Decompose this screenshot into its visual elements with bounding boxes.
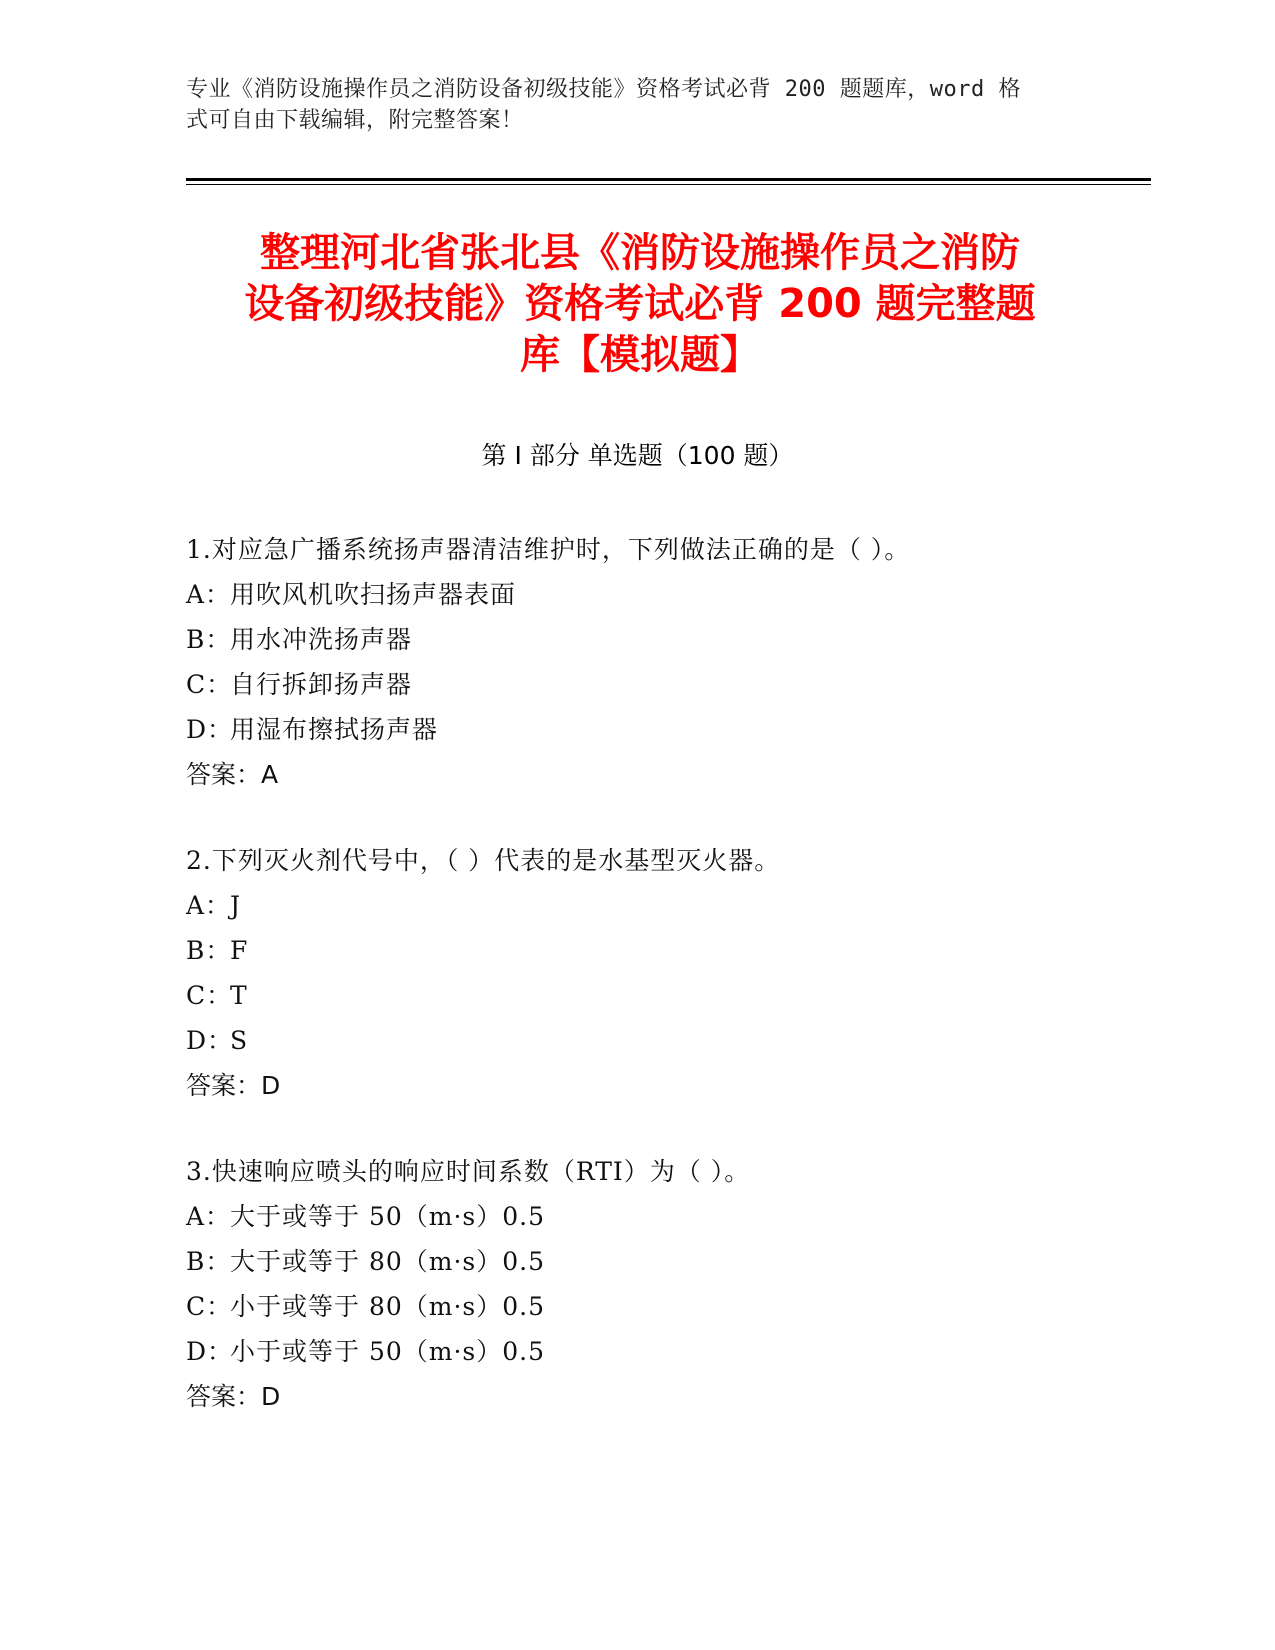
question-option	[186, 973, 1146, 1018]
option-key: C：	[186, 981, 233, 1010]
option-key: C：	[186, 670, 233, 699]
question-option	[186, 662, 1146, 707]
header-divider-thin	[186, 184, 1151, 185]
option-text: J	[230, 891, 242, 920]
option-text: 大于或等于 50（m·s）0.5	[230, 1202, 545, 1231]
question-option	[186, 572, 1146, 617]
question-option	[186, 617, 1146, 662]
question-item	[186, 838, 1146, 1108]
option-text: 小于或等于 50（m·s）0.5	[230, 1337, 545, 1366]
option-text: 用吹风机吹扫扬声器表面	[230, 580, 517, 609]
question-option	[186, 1329, 1146, 1374]
option-key: D：	[186, 1337, 234, 1366]
document-title	[180, 228, 1100, 381]
question-option	[186, 1194, 1146, 1239]
option-key: B：	[186, 1247, 232, 1276]
option-key: A：	[186, 580, 232, 609]
question-answer: 答案：D	[186, 1071, 281, 1100]
header-divider-thick	[186, 178, 1151, 181]
question-list	[186, 527, 1146, 1460]
question-option	[186, 1284, 1146, 1329]
option-text: 自行拆卸扬声器	[230, 670, 413, 699]
option-text: T	[230, 981, 248, 1010]
option-key: A：	[186, 891, 232, 920]
section-title: 第 I 部分 单选题（100 题）	[481, 441, 794, 470]
document-title-line-3: 库【模拟题】	[520, 332, 760, 378]
option-text: 用水冲洗扬声器	[230, 625, 413, 654]
question-stem: 1.对应急广播系统扬声器清洁维护时，下列做法正确的是（ ）。	[186, 535, 911, 564]
header-note-line-1: 专业《消防设施操作员之消防设备初级技能》资格考试必背 200 题题库，word 格	[186, 77, 1021, 102]
option-key: B：	[186, 625, 232, 654]
option-key: D：	[186, 1026, 234, 1055]
option-text: 小于或等于 80（m·s）0.5	[230, 1292, 545, 1321]
option-text: 用湿布擦拭扬声器	[230, 715, 439, 744]
document-title-line-2: 设备初级技能》资格考试必背 200 题完整题	[244, 281, 1036, 327]
document-title-line-1: 整理河北省张北县《消防设施操作员之消防	[260, 230, 1020, 276]
question-option	[186, 707, 1146, 752]
option-key: D：	[186, 715, 234, 744]
question-option	[186, 1018, 1146, 1063]
option-text: S	[230, 1026, 249, 1055]
question-answer: 答案：D	[186, 1382, 281, 1411]
question-item	[186, 1149, 1146, 1419]
question-option	[186, 883, 1146, 928]
question-option	[186, 928, 1146, 973]
question-answer: 答案：A	[186, 760, 279, 789]
option-text: 大于或等于 80（m·s）0.5	[230, 1247, 545, 1276]
question-stem: 2.下列灭火剂代号中，（ ）代表的是水基型灭火器。	[186, 846, 781, 875]
header-note	[186, 74, 1066, 136]
question-option	[186, 1239, 1146, 1284]
question-item	[186, 527, 1146, 797]
question-stem: 3.快速响应喷头的响应时间系数（RTI）为（ ）。	[186, 1157, 751, 1186]
header-note-line-2: 式可自由下载编辑，附完整答案！	[186, 108, 524, 133]
option-key: B：	[186, 936, 232, 965]
option-text: F	[230, 936, 249, 965]
option-key: C：	[186, 1292, 233, 1321]
option-key: A：	[186, 1202, 232, 1231]
